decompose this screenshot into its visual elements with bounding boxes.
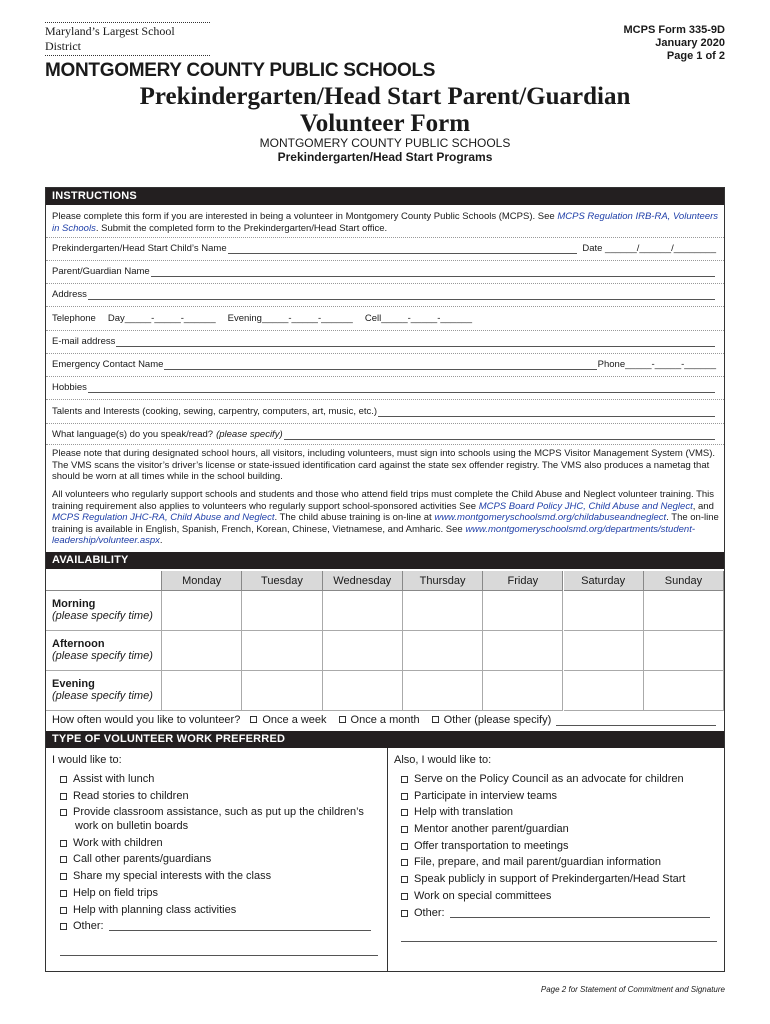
page-number: Page 1 of 2 bbox=[666, 50, 725, 62]
checkbox[interactable] bbox=[60, 890, 67, 897]
availability-cell-evening-wednesday[interactable] bbox=[323, 671, 403, 711]
checkbox[interactable] bbox=[60, 793, 67, 800]
other-frequency-input[interactable] bbox=[556, 717, 716, 726]
regulation-jhc-link[interactable]: MCPS Regulation JHC-RA, Child Abuse and Neglect bbox=[52, 512, 275, 523]
day-header-tuesday: Tuesday bbox=[242, 571, 322, 591]
checkbox[interactable] bbox=[401, 859, 408, 866]
right-options bbox=[401, 773, 719, 923]
checkbox[interactable] bbox=[60, 840, 67, 847]
left-option-6[interactable]: Share my special interests with the class bbox=[60, 870, 382, 887]
work-heading: TYPE OF VOLUNTEER WORK PREFERRED bbox=[46, 731, 724, 748]
day-header-saturday: Saturday bbox=[564, 571, 644, 591]
date-field[interactable]: Date ______/______/________ bbox=[582, 243, 716, 254]
availability-cell-afternoon-monday[interactable] bbox=[162, 631, 242, 671]
right-option-3[interactable]: Mentor another parent/guardian bbox=[401, 823, 719, 840]
day-header-monday: Monday bbox=[162, 571, 242, 591]
subtitle-org: MONTGOMERY COUNTY PUBLIC SCHOOLS bbox=[259, 136, 511, 150]
form-info bbox=[624, 24, 725, 63]
right-option-7[interactable]: Work on special committees bbox=[401, 890, 719, 907]
checkbox[interactable] bbox=[401, 809, 408, 816]
instructions-heading: INSTRUCTIONS bbox=[46, 188, 724, 205]
right-option-8[interactable]: Other: bbox=[401, 907, 719, 924]
parent-name-field[interactable]: Parent/Guardian Name bbox=[52, 266, 716, 277]
checkbox[interactable] bbox=[432, 716, 439, 723]
left-column-heading: I would like to: bbox=[52, 754, 122, 766]
instructions-text: Please complete this form if you are interested in being a volunteer in Montgomery County Public Schools (MCPS). See MCPS Regulation IRB-RA, Volunteers in Schools. Submit the completed form to the Prekindergarten/Head Start office. bbox=[52, 211, 719, 234]
language-field[interactable]: What language(s) do you speak/read? (please specify) bbox=[52, 429, 716, 440]
evening-phone-field[interactable]: Evening_____-_____-______ bbox=[227, 313, 353, 324]
checkbox[interactable] bbox=[401, 893, 408, 900]
volunteer-link[interactable]: www.montgomeryschoolsmd.org/departments/student-leadership/volunteer.aspx bbox=[52, 523, 695, 546]
header-left bbox=[45, 22, 435, 82]
availability-cell-morning-tuesday[interactable] bbox=[242, 591, 322, 631]
right-option-1[interactable]: Participate in interview teams bbox=[401, 790, 719, 807]
availability-cell-afternoon-wednesday[interactable] bbox=[323, 631, 403, 671]
checkbox[interactable] bbox=[339, 716, 346, 723]
talents-field[interactable]: Talents and Interests (cooking, sewing, carpentry, computers, art, music, etc.) bbox=[52, 406, 716, 417]
availability-cell-morning-sunday[interactable] bbox=[644, 591, 724, 631]
checkbox[interactable] bbox=[401, 793, 408, 800]
left-option-8[interactable]: Help with planning class activities bbox=[60, 904, 382, 921]
checkbox[interactable] bbox=[401, 826, 408, 833]
left-option-1[interactable]: Read stories to children bbox=[60, 790, 382, 807]
checkbox[interactable] bbox=[401, 876, 408, 883]
availability-cell-afternoon-sunday[interactable] bbox=[644, 631, 724, 671]
emergency-phone-field[interactable]: Phone_____-_____-______ bbox=[597, 359, 716, 370]
day-header-sunday: Sunday bbox=[644, 571, 724, 591]
cell-phone-field[interactable]: Cell_____-_____-______ bbox=[364, 313, 473, 324]
row-label-afternoon: Afternoon (please specify time) bbox=[52, 638, 153, 662]
availability-cell-evening-monday[interactable] bbox=[162, 671, 242, 711]
availability-cell-morning-wednesday[interactable] bbox=[323, 591, 403, 631]
footer-note: Page 2 for Statement of Commitment and Signature bbox=[540, 985, 725, 994]
district-tagline: Maryland’s Largest School District bbox=[45, 22, 210, 56]
divider bbox=[46, 237, 724, 238]
availability-cell-morning-monday[interactable] bbox=[162, 591, 242, 631]
column-divider bbox=[387, 748, 388, 972]
hobbies-field[interactable]: Hobbies bbox=[52, 382, 716, 393]
availability-cell-evening-sunday[interactable] bbox=[644, 671, 724, 711]
row-label-cell bbox=[46, 591, 162, 631]
day-header-wednesday: Wednesday bbox=[323, 571, 403, 591]
subtitle-program: Prekindergarten/Head Start Programs bbox=[277, 150, 493, 164]
checkbox[interactable] bbox=[60, 907, 67, 914]
right-option-2[interactable]: Help with translation bbox=[401, 806, 719, 823]
left-option-2[interactable]: Provide classroom assistance, such as put up the children’s bbox=[60, 806, 382, 823]
vms-note: Please note that during designated school hours, all visitors, including volunteers, must sign into schools using the MCPS Visitor Management System (VMS). The VMS scans the visitor’s driver’s license or state-issued identification card against the state sex offender registry. The VMS also produces a nametag that should be worn at all times while in the school building. bbox=[52, 448, 716, 482]
checkbox[interactable] bbox=[60, 776, 67, 783]
availability-cell-afternoon-thursday[interactable] bbox=[403, 631, 483, 671]
availability-cell-afternoon-tuesday[interactable] bbox=[242, 631, 322, 671]
row-label-cell bbox=[46, 671, 162, 711]
row-label-cell bbox=[46, 631, 162, 671]
table-corner bbox=[46, 571, 162, 591]
day-header-thursday: Thursday bbox=[403, 571, 483, 591]
child-name-field[interactable]: Prekindergarten/Head Start Child’s Name Date ______/______/________ bbox=[52, 243, 716, 254]
right-option-5[interactable]: File, prepare, and mail parent/guardian information bbox=[401, 856, 719, 873]
right-option-0[interactable]: Serve on the Policy Council as an advocate for children bbox=[401, 773, 719, 790]
page-title: Prekindergarten/Head Start Parent/Guardian Volunteer Form bbox=[139, 83, 631, 137]
checkbox[interactable] bbox=[401, 910, 408, 917]
left-option-0[interactable]: Assist with lunch bbox=[60, 773, 382, 790]
training-note: All volunteers who regularly support schools and students and those who attend field trips must complete the Child Abuse and Neglect volunteer training. This training requirement also applies to volunteers who regularly support school-sponsored activities See MCPS Board Policy JHC, Child Abuse and Neglect, and MCPS Regulation JHC-RA, Child Abuse and Neglect. The child abuse training is on-line at www.montgomeryschoolsmd.org/childabuseandneglect. The on-line training is available in English, Spanish, French, Korean, Chinese, Vietnamese, and Amharic. See www.montgomeryschoolsmd.org/departments/student-leadership/volunteer.aspx. bbox=[52, 489, 719, 546]
emergency-contact-field[interactable]: Emergency Contact Name Phone_____-_____-______ bbox=[52, 359, 716, 370]
address-field[interactable]: Address bbox=[52, 289, 716, 300]
form-date: January 2020 bbox=[655, 37, 725, 49]
regulation-link[interactable]: MCPS Regulation IRB-RA, Volunteers in Schools bbox=[52, 211, 719, 234]
row-label-morning: Morning (please specify time) bbox=[52, 598, 153, 622]
right-option-4[interactable]: Offer transportation to meetings bbox=[401, 840, 719, 857]
board-policy-link[interactable]: MCPS Board Policy JHC, Child Abuse and Neglect bbox=[478, 500, 693, 512]
availability-cell-morning-saturday[interactable] bbox=[564, 591, 644, 631]
checkbox[interactable] bbox=[60, 923, 67, 930]
availability-cell-evening-tuesday[interactable] bbox=[242, 671, 322, 711]
left-option-9[interactable]: Other: bbox=[60, 920, 382, 937]
frequency-row: How often would you like to volunteer? Once a week Once a month Other (please specify) bbox=[52, 714, 716, 726]
checkbox[interactable] bbox=[60, 809, 67, 816]
telephone-row: Telephone Day_____-_____-______ Evening_____-_____-______ Cell_____-_____-______ bbox=[52, 313, 473, 324]
left-option-5[interactable]: Call other parents/guardians bbox=[60, 853, 382, 870]
checkbox[interactable] bbox=[60, 856, 67, 863]
checkbox[interactable] bbox=[60, 873, 67, 880]
availability-cell-evening-saturday[interactable] bbox=[564, 671, 644, 711]
checkbox[interactable] bbox=[401, 843, 408, 850]
right-option-6[interactable]: Speak publicly in support of Prekindergarten/Head Start bbox=[401, 873, 719, 890]
left-option-7[interactable]: Help on field trips bbox=[60, 887, 382, 904]
checkbox[interactable] bbox=[401, 776, 408, 783]
left-other-extra-line[interactable] bbox=[60, 955, 378, 956]
other-input-line[interactable] bbox=[109, 920, 371, 931]
availability-cell-evening-friday[interactable] bbox=[483, 671, 563, 711]
day-phone-field[interactable]: Day_____-_____-______ bbox=[107, 313, 216, 324]
form-frame bbox=[45, 187, 725, 972]
organization-name: MONTGOMERY COUNTY PUBLIC SCHOOLS bbox=[45, 60, 436, 81]
availability-cell-morning-thursday[interactable] bbox=[403, 591, 483, 631]
once-week-option[interactable]: Once a week bbox=[250, 714, 326, 726]
form-number: MCPS Form 335-9D bbox=[623, 24, 725, 36]
right-other-extra-line[interactable] bbox=[401, 941, 717, 942]
other-frequency-option[interactable]: Other (please specify) bbox=[432, 714, 552, 726]
day-header-friday: Friday bbox=[483, 571, 563, 591]
row-label-evening: Evening (please specify time) bbox=[52, 678, 153, 702]
left-option-3: work on bulletin boards bbox=[75, 820, 189, 833]
once-month-option[interactable]: Once a month bbox=[339, 714, 420, 726]
checkbox[interactable] bbox=[250, 716, 257, 723]
other-input-line[interactable] bbox=[450, 907, 710, 918]
availability-heading: AVAILABILITY bbox=[46, 552, 724, 569]
left-option-4[interactable]: Work with children bbox=[60, 837, 382, 854]
right-column-heading: Also, I would like to: bbox=[394, 754, 492, 766]
training-link[interactable]: www.montgomeryschoolsmd.org/childabuseandneglect bbox=[434, 512, 667, 523]
email-field[interactable]: E-mail address bbox=[52, 336, 716, 347]
availability-cell-afternoon-saturday[interactable] bbox=[564, 631, 644, 671]
availability-cell-evening-thursday[interactable] bbox=[403, 671, 483, 711]
left-options bbox=[60, 773, 382, 937]
availability-cell-afternoon-friday[interactable] bbox=[483, 631, 563, 671]
availability-cell-morning-friday[interactable] bbox=[483, 591, 563, 631]
